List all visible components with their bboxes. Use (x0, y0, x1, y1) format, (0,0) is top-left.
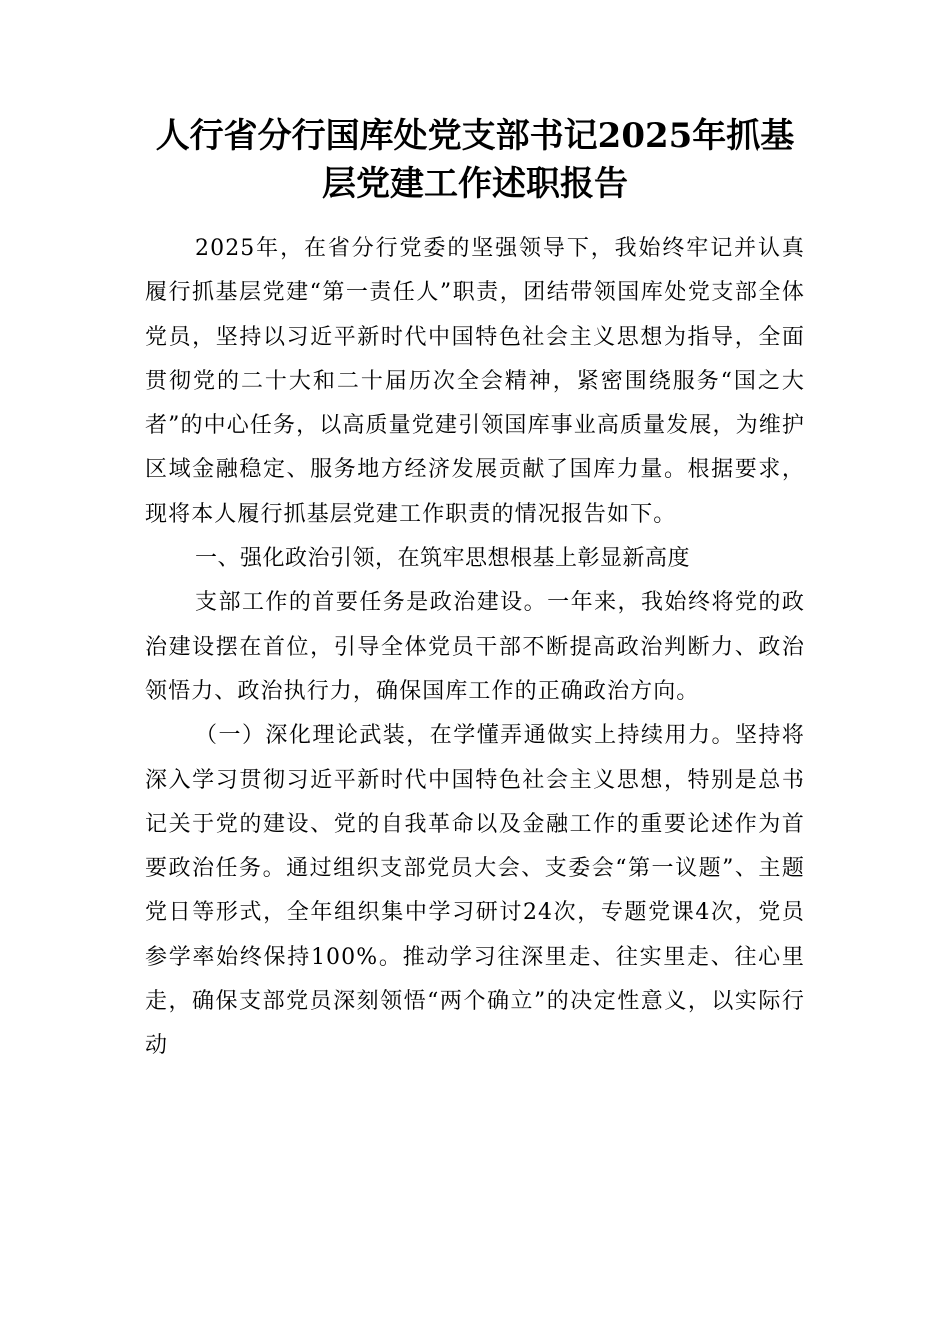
section-1-paragraph: 支部工作的首要任务是政治建设。一年来，我始终将党的政治建设摆在首位，引导全体党员干部不断提高政治判断力、政治领悟力、政治执行力，确保国库工作的正确政治方向。 (145, 590, 805, 704)
document-body (145, 227, 805, 1069)
subsection-1-body: 坚持将深入学习贯彻习近平新时代中国特色社会主义思想，特别是总书记关于党的建设、党的自我革命以及金融工作的重要论述作为首要政治任务。通过组织支部党员大会、支委会“第一议题”、主题党日等形式，全年组织集中学习研讨24次，专题党课4次，党员参学率始终保持100%。推动学习往深里走、往实里走、往心里走，确保支部党员深刻领悟“两个确立”的决定性意义，以实际行动 (145, 723, 805, 1059)
subsection-1-heading: （一）深化理论武装，在学懂弄通做实上持续用力。 (195, 723, 735, 749)
subsection-1-paragraph (145, 714, 805, 1068)
title-line-2: 层党建工作述职报告 (322, 164, 628, 204)
title-line-1: 人行省分行国库处党支部书记2025年抓基 (155, 116, 795, 156)
section-heading-1: 一、强化政治引领，在筑牢思想根基上彰显新高度 (195, 546, 691, 572)
document-title (140, 112, 810, 208)
intro-paragraph: 2025年，在省分行党委的坚强领导下，我始终牢记并认真履行抓基层党建“第一责任人”职责，团结带领国库处党支部全体党员，坚持以习近平新时代中国特色社会主义思想为指导，全面贯彻党的二十大和二十届历次全会精神，紧密围绕服务“国之大者”的中心任务，以高质量党建引领国库事业高质量发展，为维护区域金融稳定、服务地方经济发展贡献了国库力量。根据要求，现将本人履行抓基层党建工作职责的情况报告如下。 (145, 236, 805, 527)
